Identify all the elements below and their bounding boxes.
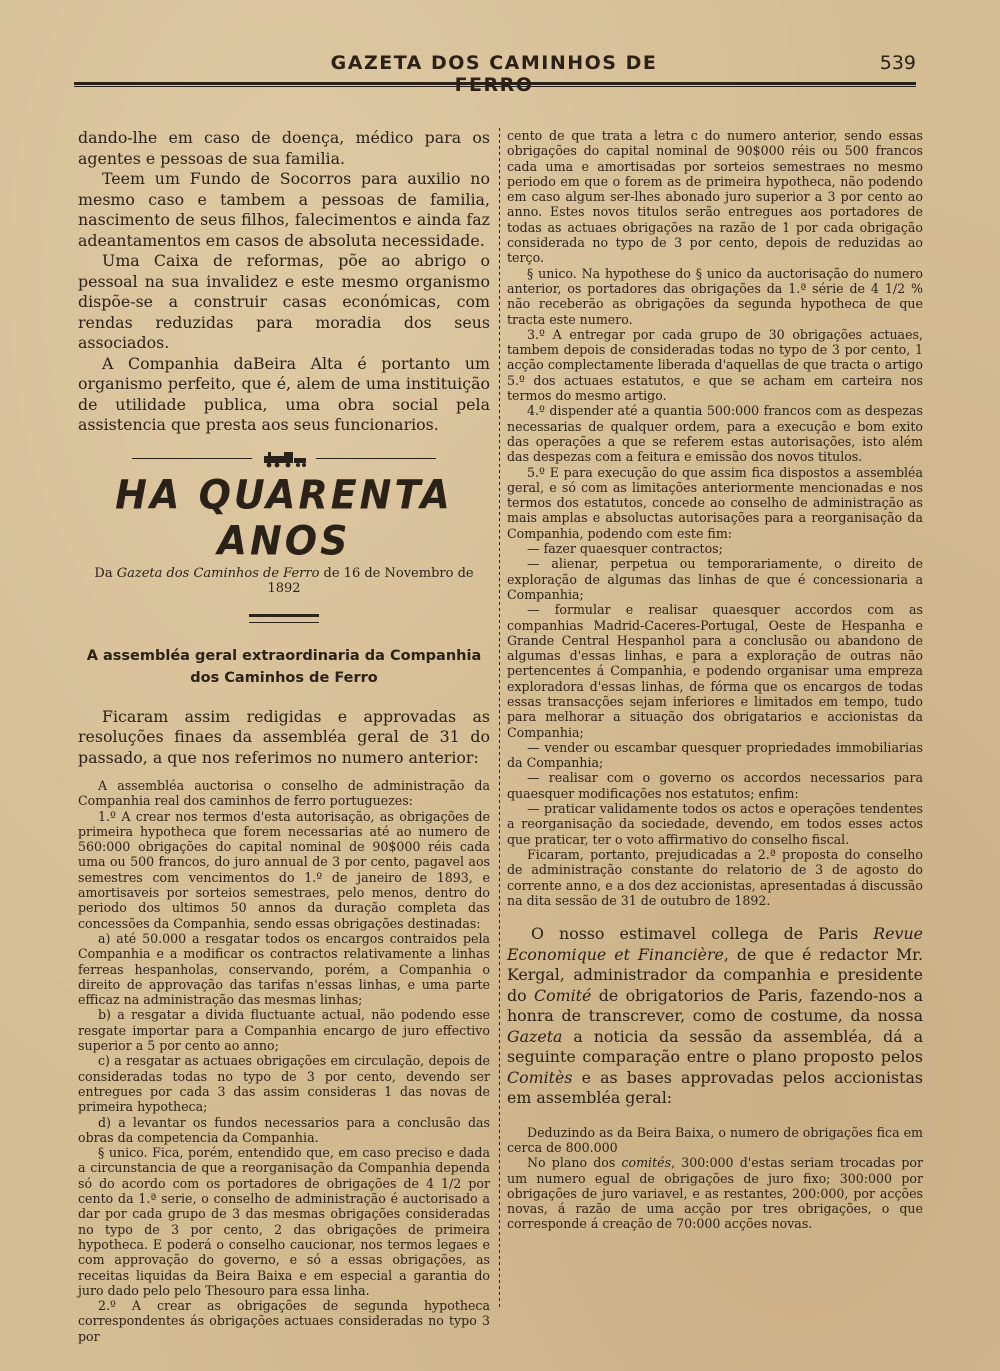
resolution-item-b: b) a resgatar a divida fluctuante actual, não podendo esse resgate importar para a Companhia encargo de juro effectivo superior a 5 por cento ao anno; <box>78 1007 490 1054</box>
section-subtitle: Da Gazeta dos Caminhos de Ferro de 16 de Novembro de 1892 <box>94 565 474 596</box>
resolution-item-3: 3.º A entregar por cada grupo de 30 obrigações actuaes, tambem depois de consideradas todas no typo de 3 por cento, 1 acção complectamente liberada d'aquellas de que tracta o artigo 5.º dos actuaes estatutos, e que se acham em carteira nos termos do mesmo artigo. <box>507 326 923 404</box>
page-header <box>74 52 916 96</box>
list-item: — formular e realisar quaesquer accordos com as companhias Madrid-Caceres-Portugal, Oeste de Hespanha e Grande Central Hespanhol para a conclusão ou abandono de algumas d'essas linhas, e para a exploração de outras não pertencentes á Companhia, e podendo organisar uma empreza exploradora d'essas linhas, de fórma que os encargos de todas essas transacções sejam inferiores e limitados em tempo, tudo para melhorar a situação dos obrigatarios e accionistas da Companhia; <box>507 602 923 740</box>
resolution-item-5: 5.º E para execução do que assim fica dispostos a assembléa geral, e só com as limitações anteriormente mencionadas e nos termos dos estatutos, concede ao conselho de administração as mais amplas e absoluctas autorisações para a reorganisação da Companhia, podendo com este fim: <box>507 464 923 541</box>
locomotive-icon <box>260 450 308 468</box>
list-item: — vender ou escambar quesquer propriedades immobiliarias da Companhia; <box>507 739 923 771</box>
article-title: A assembléa geral extraordinaria da Companhia dos Caminhos de Ferro <box>86 647 482 686</box>
ornament-line-right <box>316 458 436 459</box>
comparison-paragraph-1: Deduzindo as da Beira Baixa, o numero de obrigações fica em cerca de 800.000 <box>507 1124 923 1155</box>
intro-paragraph-3: Uma Caixa de reformas, põe ao abrigo o pessoal na sua invalidez e este mesmo organismo dispõe-se a construir casas económicas, com rendas reduzidas para moradia dos seus associados. <box>78 251 490 352</box>
resolution-item-4: 4.º dispender até a quantia 500:000 francos com as despezas necessarias de qualquer ordem, para a execução e bom exito das operações a que se referem estas autorisações, isto além das despezas com a feitura e emissão dos novos titulos. <box>507 403 923 465</box>
intro-paragraph-2: Teem um Fundo de Socorros para auxilio no mesmo caso e tambem a pessoas de familia, nascimento de seus filhos, falecimentos e ainda faz adeantamentos em casos de absoluta necessidade. <box>78 169 490 250</box>
list-item: — realisar com o governo os accordos necessarios para quaesquer modificações nos estatutos; enfim: <box>507 770 923 801</box>
resolution-item-d: d) a levantar os fundos necessarios para a conclusão das obras da competencia da Companhia. <box>78 1114 490 1145</box>
intro-paragraph-4: A Companhia daBeira Alta é portanto um organismo perfeito, que é, alem de uma instituição de utilidade publica, uma obra social pela assistencia que presta aos seus funcionarios. <box>78 353 490 434</box>
comparison-paragraph-2: No plano dos comités, 300:000 d'estas seriam trocadas por um numero egual de obrigações de juro fixo; 300:000 por obrigações de juro variavel, e as restantes, 200:000, por acções novas, á razão de uma acção por tres obrigações, o que corresponde á creação de 70:000 acções novas. <box>507 1155 923 1232</box>
publication-title: GAZETA DOS CAMINHOS DE FERRO <box>330 52 658 96</box>
list-item: — fazer quaesquer contractos; <box>527 541 723 557</box>
right-column <box>507 128 923 1232</box>
column-divider <box>499 128 500 1308</box>
resolution-item-c: c) a resgatar as actuaes obrigações em circulação, depois de consideradas todas no typo de 3 por cento, devendo ser entregues por cada 3 das assim consideras 1 das novas de primeira hypotheca; <box>78 1053 490 1115</box>
closing-paragraph: Ficaram, portanto, prejudicadas a 2.ª proposta do conselho de administração constante do relatorio de 3 de agosto do corrente anno, e a dos dez accionistas, apresentadas á discussão na dita sessão de 31 de outubro de 1892. <box>507 846 923 908</box>
resolution-item-1: 1.º A crear nos termos d'esta autorisação, as obrigações de primeira hypotheca que forem necessarias até ao numero de 560:000 obrigações do capital nominal de 90$000 réis cada uma ou 500 francos, do juro annual de 3 por cento, pagavel aos semestres com vencimentos do 1.º de janeiro de 1893, e amortisaveis por sorteios semestraes, pelo menos, dentro do periodo dos ultimos 50 annos da duração completa das concessões da Companhia, sendo essas obrigações destinadas: <box>78 808 490 931</box>
ornament-line-left <box>132 458 252 459</box>
lead-paragraph: Ficaram assim redigidas e approvadas as resoluções finaes da assembléa geral de 31 do passado, a que nos referimos no numero anterior: <box>78 706 490 767</box>
header-rule <box>74 82 916 87</box>
revue-paragraph: O nosso estimavel collega de Paris Revue Economique et Financière, de que é redactor Mr. Kergal, administrador da companhia e presidente do Comité de obrigatorios de Paris, fazendo-nos a honra de transcrever, como de costume, da nossa Gazeta a noticia da sessão da assembléa, dá a seguinte comparação entre o plano proposto pelos Comitès e as bases approvadas pelos accionistas em assembléa geral: <box>507 924 923 1108</box>
unico-paragraph: § unico. Na hypothese do § unico da auctorisação do numero anterior, os portadores das obrigações da 1.ª série de 4 1/2 % não receberão as obrigações da segunda hypotheca de que tracta este numero. <box>507 265 923 327</box>
left-column <box>78 128 490 1344</box>
section-heading: HA QUARENTA ANOS <box>115 471 453 564</box>
continued-paragraph: cento de que trata a letra c do numero anterior, sendo essas obrigações do capital nominal de 90$000 réis ou 500 francos cada uma e amortisadas por sorteios semestraes no mesmo periodo em que o forem as de primeira hypotheca, não podendo em caso algum ser-lhes abonado juro superior a 3 por cento ao anno. Estes novos titulos serão entregues aos portadores de todas as actuaes obrigações na razão de 1 por cada obrigação considerada no typo de 3 por cento, depois de reduzidas ao terço. <box>507 128 923 266</box>
resolution-paragraph-unico: § unico. Fica, porém, entendido que, em caso preciso e dada a circunstancia de que a reorganisação da Companhia dependa só do acordo com os portadores de obrigações de 4 1/2 por cento da 1.ª serie, o conselho de administração é auctorisado a dar por cada grupo de 3 das mesmas obrigações consideradas no typo de 3 por cento, 2 das obrigações de primeira hypotheca. E poderá o conselho caucionar, nos termos legaes e com approvação do governo, e só a essas obrigações, as receitas liquidas da Beira Baixa e em especial a garantia do juro dado pelo pelo Thesouro para essa linha. <box>78 1145 490 1298</box>
resolution-item-a: a) até 50.000 a resgatar todos os encargos contraidos pela Companhia e a modificar os contractos relativamente a linhas ferreas hespanholas, conservando, porém, a Companhia o direito de approvação das tarifas n'essas linhas, e uma parte efficaz na administração das mesmas linhas; <box>78 930 490 1008</box>
short-rule <box>249 614 319 623</box>
resolution-intro: A assembléa auctorisa o conselho de administração da Companhia real dos caminhos de ferro portuguezes: <box>78 778 490 809</box>
resolution-item-2: 2.º A crear as obrigações de segunda hypotheca correspondentes ás obrigações actuaes consideradas no typo 3 por <box>78 1298 490 1344</box>
section-ornament <box>78 450 490 468</box>
list-item: — alienar, perpetua ou temporariamente, o direito de exploração de algumas das linhas de que é concessionaria a Companhia; <box>507 556 923 602</box>
intro-paragraph-1: dando-lhe em caso de doença, médico para os agentes e pessoas de sua familia. <box>78 128 490 168</box>
page-number: 539 <box>879 52 916 74</box>
list-item: — praticar validamente todos os actos e operações tendentes a reorganisação da sociedade, devendo, em todos esses actos que praticar, ter o voto affirmativo do conselho fiscal. <box>507 801 923 847</box>
